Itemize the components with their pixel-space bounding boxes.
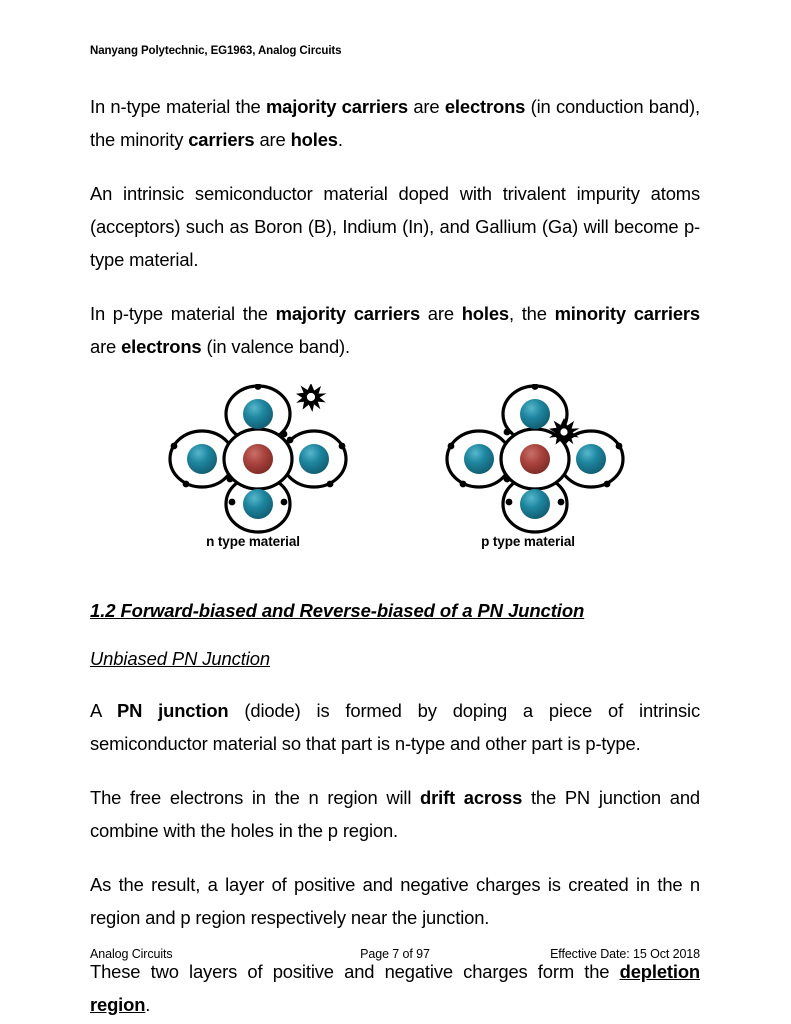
orbit-dot xyxy=(287,437,294,444)
paragraph-trivalent-doping: An intrinsic semiconductor material doped with trivalent impurity atoms (acceptors) such as Boron (B), Indium (In), and Gallium (Ga) will become p-type material. xyxy=(90,183,700,270)
text-run-bold-underline: depletion region xyxy=(90,961,700,1015)
text-run: the PN junction and combine with the holes in the p region. xyxy=(90,787,700,841)
paragraph-n-type-carriers xyxy=(90,90,700,156)
orbit-dot xyxy=(616,443,623,450)
orbit-dot xyxy=(558,499,565,506)
document-body xyxy=(90,90,700,1024)
text-run-bold: carriers xyxy=(188,129,255,150)
orbit-dot xyxy=(506,499,513,506)
text-run-bold: PN junction xyxy=(117,700,229,721)
text-run: In p-type material the xyxy=(90,303,276,324)
nucleus-core xyxy=(520,444,550,474)
paragraph-drift-across xyxy=(90,781,700,847)
orbit-dot xyxy=(281,499,288,506)
text-run: are xyxy=(420,303,462,324)
text-run-bold: drift across xyxy=(420,787,523,808)
orbit-dot xyxy=(281,431,288,438)
nucleus-core xyxy=(243,444,273,474)
valence-electron-bottom xyxy=(520,489,550,519)
valence-electron-left xyxy=(464,444,494,474)
footer-document-title: Analog Circuits xyxy=(90,947,173,961)
text-run: . xyxy=(337,129,343,150)
orbit-dot xyxy=(227,476,234,483)
n-type-atom-svg xyxy=(168,384,348,534)
atom-diagram-figure xyxy=(90,384,700,554)
orbit-dot xyxy=(171,443,178,450)
valence-electron-right xyxy=(576,444,606,474)
paragraph-depletion-region xyxy=(90,955,700,1021)
footer-effective-date: Effective Date: 15 Oct 2018 xyxy=(550,947,700,961)
text-run-bold: holes xyxy=(461,303,509,324)
text-run: are xyxy=(407,96,445,117)
starburst-icon xyxy=(296,384,327,412)
caption-p-type: p type material xyxy=(481,534,575,549)
valence-electron-bottom xyxy=(243,489,273,519)
text-run: (in conduction band), the minority xyxy=(90,96,700,150)
text-run-bold: electrons xyxy=(121,336,202,357)
n-type-atom-diagram xyxy=(168,384,348,534)
section-heading: 1.2 Forward-biased and Reverse-biased of a PN Junction xyxy=(90,600,585,621)
valence-electron-right xyxy=(299,444,329,474)
orbit-dot xyxy=(183,481,190,488)
text-run: In n-type material the xyxy=(90,96,266,117)
text-run-bold: majority carriers xyxy=(265,96,408,117)
orbit-dot xyxy=(327,481,334,488)
text-run: (in valence band). xyxy=(201,336,350,357)
text-run-bold: majority carriers xyxy=(275,303,421,324)
text-run: These two layers of positive and negative charges form the xyxy=(90,961,620,982)
text-run-bold: holes xyxy=(290,129,338,150)
orbit-dot xyxy=(604,481,611,488)
paragraph-p-type-carriers xyxy=(90,297,700,363)
text-run: The free electrons in the n region will xyxy=(90,787,421,808)
caption-n-type: n type material xyxy=(206,534,300,549)
paragraph-charge-layers: As the result, a layer of positive and negative charges is created in the n region and p region respectively near the junction. xyxy=(90,874,700,928)
valence-electron-top xyxy=(243,399,273,429)
text-run: (diode) is formed by doping a piece of intrinsic semiconductor material so that part is n-type and other part is p-type. xyxy=(90,700,700,754)
orbit-dot xyxy=(448,443,455,450)
text-run: , the xyxy=(508,303,555,324)
text-run: A xyxy=(90,700,118,721)
subsection-heading: Unbiased PN Junction xyxy=(90,648,270,669)
orbit-dot xyxy=(504,429,511,436)
valence-electron-top xyxy=(520,399,550,429)
text-run-bold: minority carriers xyxy=(554,303,700,324)
p-type-atom-diagram xyxy=(445,384,625,534)
text-run: . xyxy=(145,994,151,1015)
valence-electron-left xyxy=(187,444,217,474)
orbit-dot xyxy=(339,443,346,450)
page-header: Nanyang Polytechnic, EG1963, Analog Circuits xyxy=(90,45,342,57)
text-run: are xyxy=(254,129,291,150)
text-run-bold: electrons xyxy=(444,96,526,117)
footer-page-number: Page 7 of 97 xyxy=(360,947,430,961)
text-run: are xyxy=(90,336,122,357)
p-type-atom-svg xyxy=(445,384,625,534)
orbit-dot xyxy=(460,481,467,488)
orbit-dot xyxy=(504,476,511,483)
orbit-dot xyxy=(229,499,236,506)
paragraph-pn-junction-definition xyxy=(90,694,700,760)
